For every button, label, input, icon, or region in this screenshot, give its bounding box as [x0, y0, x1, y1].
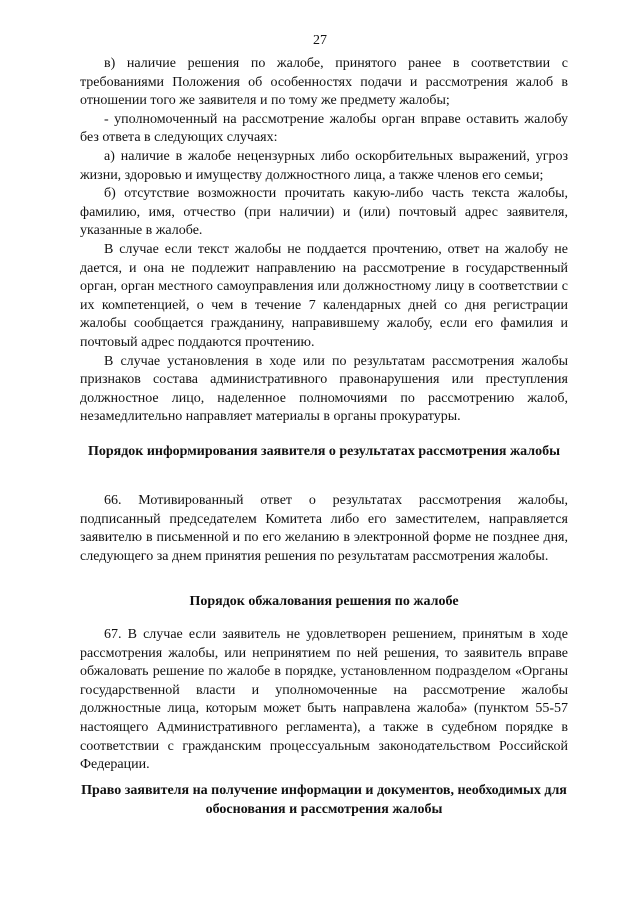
paragraph-unreadable-text: б) отсутствие возможности прочитать какую-либо часть текста жалобы, фамилию, имя, отчество (при наличии) и (или) почтовый адрес заявителя, указанные в жалобе. [80, 186, 568, 239]
paragraph-authority-may-not-answer: - уполномоченный на рассмотрение жалобы орган вправе оставить жалобу без ответа в следующих случаях: [80, 111, 568, 146]
page-number: 27 [313, 33, 327, 48]
paragraph-prosecutor-referral: В случае установления в ходе или по результатам рассмотрения жалобы признаков состава административного правонарушения или преступления должностное лицо, наделенное полномочиями по рассмотрению жалоб, незамедлительно направляет материалы в органы прокуратуры. [80, 353, 568, 425]
paragraph-66: 66. Мотивированный ответ о результатах рассмотрения жалобы, подписанный председателем Комитета либо его заместителем, направляется заявителю в письменной и по его желанию в электронной форме не позднее дня, следующего за днем принятия решения по результатам рассмотрения жалобы. [80, 493, 568, 564]
section-heading-appeal-procedure: Порядок обжалования решения по жалобе [189, 594, 459, 609]
text-block-reasoned-answer [80, 492, 568, 566]
section-heading-informing-applicant: Порядок информирования заявителя о результатах рассмотрения жалобы [87, 444, 561, 459]
paragraph-67: 67. В случае если заявитель не удовлетворен решением, принятым в ходе рассмотрения жалобы, или непринятием по ней решения, то заявитель вправе обжаловать решение по жалобе в порядке, установленном подразделом «Органы государственной власти и уполномоченные на рассмотрение жалобы должностные лица, которым может быть направлена жалоба» (пунктом 55-57 настоящего Административного регламента), а также в судебном порядке в соответствии с гражданским процессуальным законодательством Российской Федерации. [80, 627, 568, 773]
paragraph-prior-decision: в) наличие решения по жалобе, принятого ранее в соответствии с требованиями Положения об особенностях подачи и рассмотрения жалоб в отношении того же заявителя и по тому же предмету жалобы; [80, 56, 568, 109]
text-block-appeal [80, 626, 568, 775]
section-heading-right-to-information: Право заявителя на получение информации и документов, необходимых для обоснования и рассмотрения жалобы [81, 783, 567, 817]
paragraph-unreadable-complaint-procedure: В случае если текст жалобы не поддается прочтению, ответ на жалобу не дается, и она не подлежит направлению на рассмотрение в государственный орган, орган местного самоуправления или должностному лицу в соответствии с их компетенцией, о чем в течение 7 календарных дней со дня регистрации жалобы сообщается гражданину, направившему жалобу, если его фамилия и почтовый адрес поддаются прочтению. [80, 241, 568, 350]
paragraph-obscene-language: а) наличие в жалобе нецензурных либо оскорбительных выражений, угроз жизни, здоровью и имуществу должностного лица, а также членов его семьи; [80, 148, 568, 183]
text-block-complaint-grounds [80, 55, 568, 427]
